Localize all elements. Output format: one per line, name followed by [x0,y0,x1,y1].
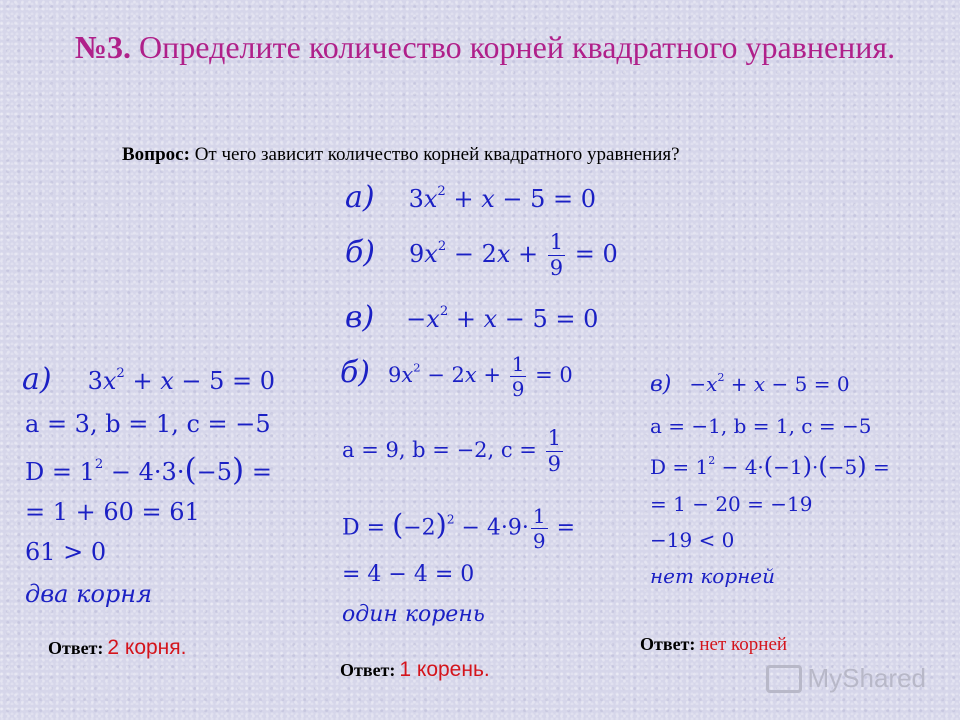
col-a-answer [48,636,187,660]
task-title-text: Определите количество корней квадратного уравнения. [139,29,896,65]
col-a-equation-text: $3x^2 + x - 5 = 0$ [87,366,276,395]
equation-v-block [345,300,598,335]
col-a-answer-label: Ответ: [48,638,104,658]
col-b-answer-value: 1 корень. [399,658,490,681]
question-text: От чего зависит количество корней квадратного уравнения? [194,144,680,165]
col-b-result: = 4 − 4 = 0 [342,562,475,587]
col-b-answer [340,658,490,682]
col-b-conclusion: один корень [342,602,485,627]
col-a-answer-value: 2 корня. [107,636,187,659]
col-a-inequality: 61 > 0 [25,538,107,566]
col-b-answer-label: Ответ: [340,660,396,680]
equation-a-block [345,180,596,215]
col-a-coefficients: a = 3, b = 1, c = −5 [25,410,271,438]
col-a-label: а) [22,362,52,397]
col-c-sum: = 1 − 20 = −19 [650,492,813,516]
question-line [122,144,680,166]
col-c-answer-value: нет корней [699,634,788,655]
question-label: Вопрос: [122,144,190,165]
equation-a-label: а) [345,180,375,215]
col-c-coefficients: a = −1, b = 1, c = −5 [650,414,872,438]
col-c-answer-label: Ответ: [640,634,696,654]
equation-v: $-x^2 + x - 5 = 0$ [406,304,599,333]
col-a-equation [22,362,275,397]
col-c-discriminant: $D = 1^2 - 4\cdot(-1)\cdot(-5)$ = [650,452,890,480]
col-a-d-start: D = 1 [25,458,95,486]
col-c-conclusion: нет корней [650,564,776,588]
equation-b-block [345,232,618,279]
equation-a: $3x^2 + x - 5 = 0$ [408,184,597,213]
presentation-icon [766,665,802,693]
col-b-equation-text: $9x^2 - 2x$ + $\frac{1}{9}$ = 0 [388,352,573,401]
task-number: №3. [74,29,132,65]
page-title [60,24,910,70]
col-c-inequality: −19 < 0 [650,528,735,552]
col-a-discriminant: $D = 1^2 - 4\cdot 3\cdot(-5)$ = [25,452,272,488]
col-a-sum: = 1 + 60 = 61 [25,498,200,526]
col-b-equation [340,354,573,399]
col-c-equation [650,372,850,397]
col-c-answer [640,634,787,656]
col-c-label: в) [650,372,672,397]
col-b-coefs-text: a = 9, b = −2, c = [342,438,537,462]
col-a-conclusion: два корня [25,580,152,608]
watermark-text: MyShared [807,663,926,693]
watermark [766,663,927,694]
col-b-coefficients: a = 9, b = −2, c = $\frac{1}{9}$ [342,426,561,476]
col-b-discriminant: $D = (-2)^2 - 4\cdot 9\cdot$ $\frac{1}{9}$ = [342,504,576,553]
equation-b: $9x^2 - 2x$ + $\frac{1}{9}$ = 0 [409,230,618,280]
col-c-equation-text: $-x^2 + x - 5 = 0$ [689,371,850,396]
equation-v-label: в) [345,300,375,335]
col-b-label: б) [340,355,371,390]
equation-b-label: б) [345,235,376,270]
